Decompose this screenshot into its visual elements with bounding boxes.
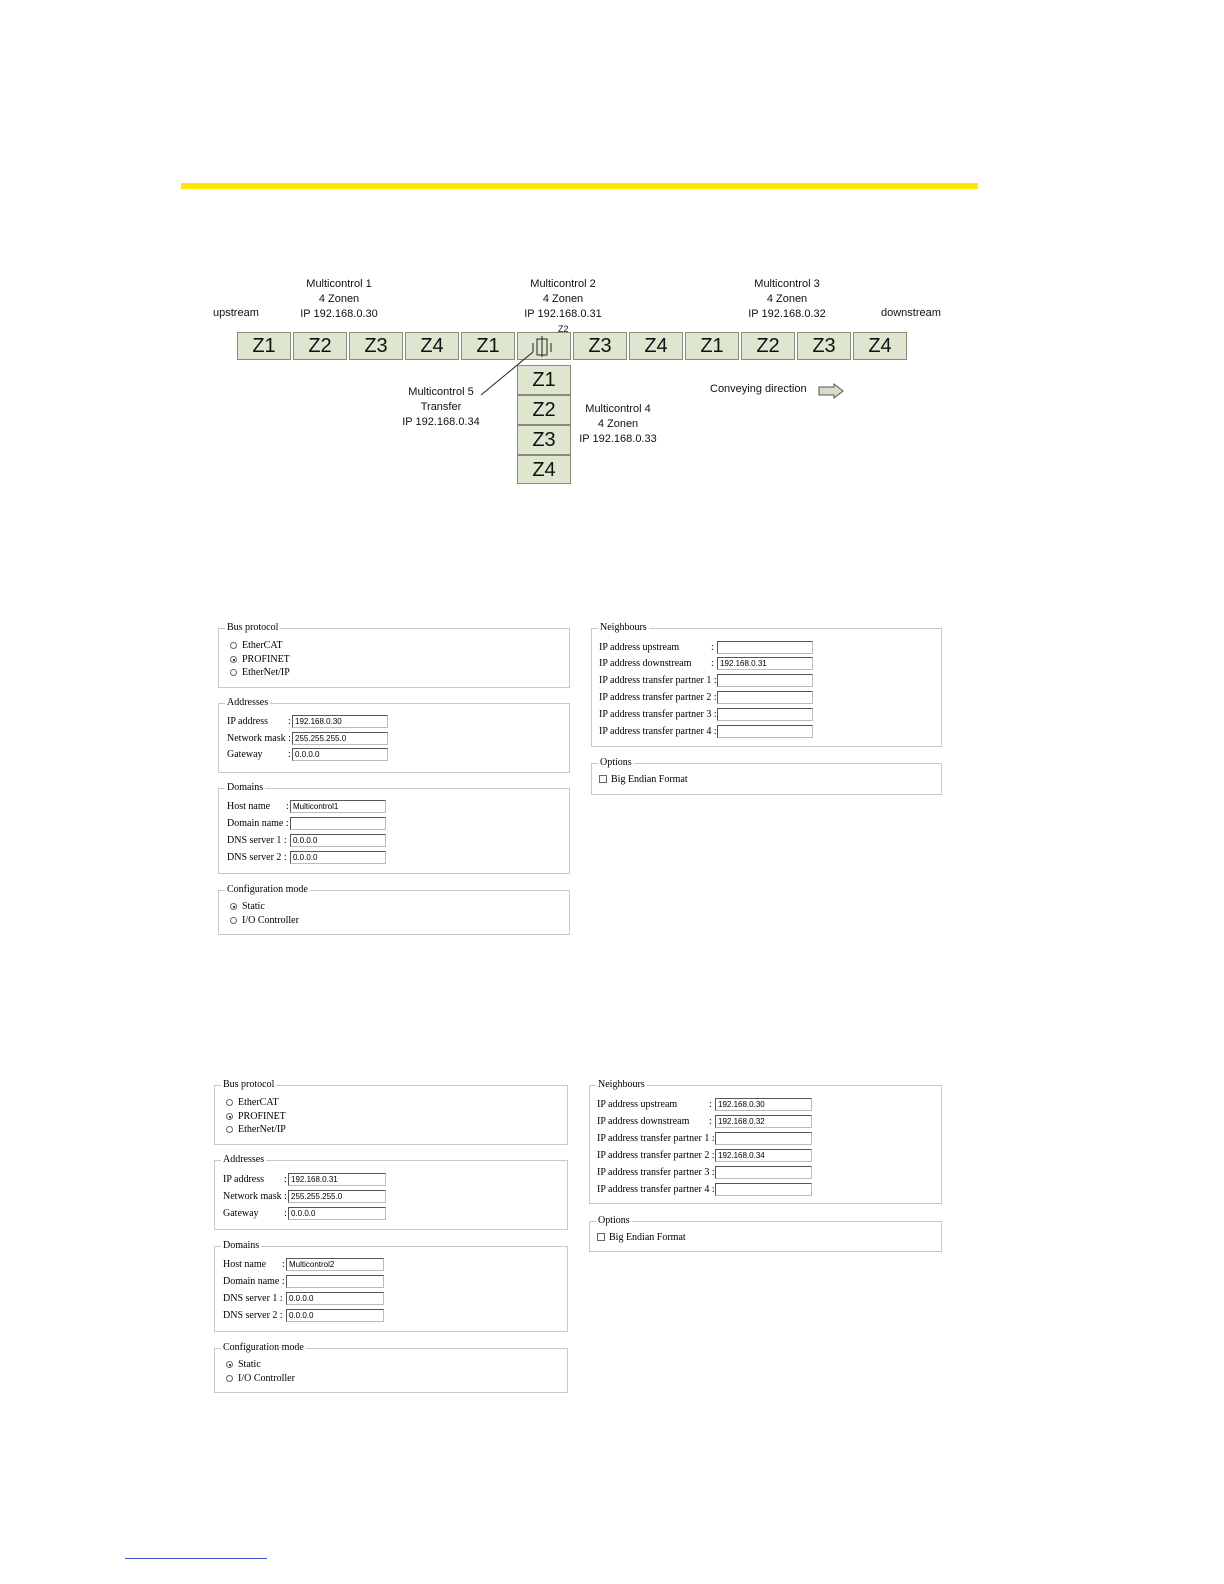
dns-server-1-label: DNS server 1 : [223, 1293, 283, 1304]
radio-io-controller-label: I/O Controller [238, 1373, 295, 1384]
domains-panel: Domains Host name : Multicontrol2 Domain name : DNS server 1 : 0.0.0.0 DNS server 2 : 0.0.0.0 [214, 1246, 568, 1332]
mc5-ip: IP 192.168.0.34 [402, 416, 480, 428]
network-mask-field[interactable]: 255.255.255.0 [292, 732, 388, 745]
bus-protocol-legend: Bus protocol [227, 622, 279, 633]
configuration-mode-legend: Configuration mode [227, 884, 308, 895]
transfer-partner-4-field[interactable] [717, 725, 813, 738]
options-legend: Options [600, 757, 632, 768]
radio-ethercat-label: EtherCAT [238, 1097, 279, 1108]
options-panel [591, 757, 942, 795]
radio-io-controller-dot[interactable] [230, 917, 237, 924]
domain-name-field[interactable] [286, 1275, 384, 1288]
transfer-partner-3-label: IP address transfer partner 3 : [597, 1167, 715, 1178]
mc5-leader-line [478, 350, 538, 400]
domains-legend: Domains [227, 782, 264, 793]
options-panel [589, 1215, 942, 1252]
downstream-field[interactable]: 192.168.0.32 [715, 1115, 812, 1128]
domains-panel: Domains Host name : Multicontrol1 Domain name : DNS server 1 : 0.0.0.0 DNS server 2 : 0.0.0.0 [218, 788, 570, 874]
mc3-ip: IP 192.168.0.32 [748, 308, 826, 320]
radio-ethercat-dot[interactable] [230, 642, 237, 649]
upstream-field[interactable]: 192.168.0.30 [715, 1098, 812, 1111]
zone-mc1-z1: Z1 [237, 332, 291, 360]
transfer-zone-label: Z2 [558, 324, 569, 334]
zone-mc2-z1: Z1 [461, 332, 515, 360]
downstream-field[interactable]: 192.168.0.31 [717, 657, 813, 670]
dns-server-1-field[interactable]: 0.0.0.0 [290, 834, 386, 847]
neighbours-legend: Neighbours [600, 622, 647, 633]
zone-mc4-z2: Z2 [517, 395, 571, 425]
mc1-name: Multicontrol 1 [306, 278, 372, 290]
addresses-legend: Addresses [227, 697, 269, 708]
mc1-ip: IP 192.168.0.30 [300, 308, 378, 320]
radio-static-dot[interactable] [226, 1361, 233, 1368]
transfer-partner-1-field[interactable] [717, 674, 813, 687]
network-mask-field[interactable]: 255.255.255.0 [288, 1190, 386, 1203]
radio-profinet-label: PROFINET [238, 1111, 286, 1122]
mc3-label [737, 277, 837, 322]
transfer-partner-1-field[interactable] [715, 1132, 812, 1145]
addresses-legend: Addresses [223, 1154, 265, 1165]
addresses-panel: Addresses IP address : 192.168.0.31 Network mask : 255.255.255.0 Gateway : 0.0.0.0 [214, 1160, 568, 1230]
domains-legend: Domains [223, 1240, 260, 1251]
network-mask-label: Network mask : [227, 733, 291, 744]
radio-ethernetip-dot[interactable] [230, 669, 237, 676]
transfer-partner-2-label: IP address transfer partner 2 : [599, 692, 717, 703]
radio-ethercat-label: EtherCAT [242, 640, 283, 651]
transfer-partner-4-label: IP address transfer partner 4 : [597, 1184, 715, 1195]
mc5-label [395, 385, 487, 430]
conveying-direction-label: Conveying direction [710, 383, 807, 395]
right-arrow-icon [818, 383, 844, 399]
transfer-partner-2-field[interactable]: 192.168.0.34 [715, 1149, 812, 1162]
bus-protocol-panel [218, 622, 570, 688]
transfer-partner-3-field[interactable] [715, 1166, 812, 1179]
addresses-panel: Addresses IP address : 192.168.0.30 Network mask : 255.255.255.0 Gateway : 0.0.0.0 [218, 703, 570, 773]
dns-server-1-label: DNS server 1 : [227, 835, 287, 846]
transfer-partner-3-label: IP address transfer partner 3 : [599, 709, 717, 720]
options-legend: Options [598, 1215, 630, 1226]
mc2-ip: IP 192.168.0.31 [524, 308, 602, 320]
host-name-field[interactable]: Multicontrol2 [286, 1258, 384, 1271]
host-name-field[interactable]: Multicontrol1 [290, 800, 386, 813]
ip-address-field[interactable]: 192.168.0.30 [292, 715, 388, 728]
transfer-partner-2-label: IP address transfer partner 2 : [597, 1150, 715, 1161]
domain-name-label: Domain name : [223, 1276, 285, 1287]
zone-mc1-z2: Z2 [293, 332, 347, 360]
upstream-field[interactable] [717, 641, 813, 654]
conveyor-diagram [0, 0, 1224, 520]
mc5-name: Multicontrol 5 [408, 386, 474, 398]
neighbours-panel: Neighbours IP address upstream : 192.168.0.30 IP address downstream : 192.168.0.32 IP address transfer partner 1 : IP address transfer partner 2 : 192.168.0.34 IP address transfer partner 3 : IP address transfer partner 4 : [589, 1085, 942, 1204]
radio-profinet-dot[interactable] [230, 656, 237, 663]
network-mask-label: Network mask : [223, 1191, 287, 1202]
big-endian-label: Big Endian Format [609, 1232, 686, 1243]
radio-profinet-dot[interactable] [226, 1113, 233, 1120]
mc3-name: Multicontrol 3 [754, 278, 820, 290]
radio-static-dot[interactable] [230, 903, 237, 910]
ip-address-field[interactable]: 192.168.0.31 [288, 1173, 386, 1186]
transfer-partner-2-field[interactable] [717, 691, 813, 704]
radio-ethernetip-label: EtherNet/IP [242, 667, 290, 678]
gateway-field[interactable]: 0.0.0.0 [292, 748, 388, 761]
radio-io-controller-dot[interactable] [226, 1375, 233, 1382]
radio-static-label: Static [238, 1359, 261, 1370]
mc4-label [568, 402, 668, 447]
zone-mc4-z3: Z3 [517, 425, 571, 455]
mc1-label [289, 277, 389, 322]
big-endian-checkbox-box[interactable] [597, 1233, 605, 1241]
neighbours-legend: Neighbours [598, 1079, 645, 1090]
transfer-partner-3-field[interactable] [717, 708, 813, 721]
bus-protocol-legend: Bus protocol [223, 1079, 275, 1090]
mc2-label [513, 277, 613, 322]
gateway-field[interactable]: 0.0.0.0 [288, 1207, 386, 1220]
downstream-label: downstream [881, 307, 941, 319]
zone-mc1-z3: Z3 [349, 332, 403, 360]
transfer-partner-4-label: IP address transfer partner 4 : [599, 726, 717, 737]
zone-mc4-z4: Z4 [517, 455, 571, 484]
zone-mc2-z4: Z4 [629, 332, 683, 360]
neighbours-panel: Neighbours IP address upstream : IP address downstream : 192.168.0.31 IP address transfer partner 1 : IP address transfer partner 2 : IP address transfer partner 3 : IP address transfer partner 4 : [591, 628, 942, 747]
domain-name-field[interactable] [290, 817, 386, 830]
radio-ethernetip-label: EtherNet/IP [238, 1124, 286, 1135]
bus-protocol-panel [214, 1079, 568, 1145]
zone-mc3-z3: Z3 [797, 332, 851, 360]
mc4-zones: 4 Zonen [597, 418, 639, 430]
dns-server-2-field[interactable]: 0.0.0.0 [290, 851, 386, 864]
transfer-partner-1-label: IP address transfer partner 1 : [599, 675, 717, 686]
transfer-partner-1-label: IP address transfer partner 1 : [597, 1133, 715, 1144]
dns-server-2-field[interactable]: 0.0.0.0 [286, 1309, 384, 1322]
mc4-ip: IP 192.168.0.33 [579, 433, 657, 445]
radio-io-controller-label: I/O Controller [242, 915, 299, 926]
dns-server-1-field[interactable]: 0.0.0.0 [286, 1292, 384, 1305]
radio-ethernetip-dot[interactable] [226, 1126, 233, 1133]
zone-mc3-z4: Z4 [853, 332, 907, 360]
zone-mc3-z1: Z1 [685, 332, 739, 360]
radio-ethercat-dot[interactable] [226, 1099, 233, 1106]
zone-mc3-z2: Z2 [741, 332, 795, 360]
big-endian-label: Big Endian Format [611, 774, 688, 785]
domain-name-label: Domain name : [227, 818, 289, 829]
mc1-zones: 4 Zonen [318, 293, 360, 305]
mc4-name: Multicontrol 4 [585, 403, 651, 415]
upstream-label: upstream [213, 307, 259, 319]
configuration-mode-panel [218, 884, 570, 935]
footnote-rule [125, 1558, 267, 1559]
transfer-partner-4-field[interactable] [715, 1183, 812, 1196]
zone-mc2-z3: Z3 [573, 332, 627, 360]
mc2-name: Multicontrol 2 [530, 278, 596, 290]
configuration-mode-legend: Configuration mode [223, 1342, 304, 1353]
mc3-zones: 4 Zonen [766, 293, 808, 305]
zone-mc4-z1: Z1 [517, 365, 571, 395]
radio-static-label: Static [242, 901, 265, 912]
big-endian-checkbox-box[interactable] [599, 775, 607, 783]
mc2-zones: 4 Zonen [542, 293, 584, 305]
configuration-mode-panel [214, 1342, 568, 1393]
radio-profinet-label: PROFINET [242, 654, 290, 665]
mc5-role: Transfer [420, 401, 462, 413]
zone-mc1-z4: Z4 [405, 332, 459, 360]
dns-server-2-label: DNS server 2 : [227, 852, 287, 863]
dns-server-2-label: DNS server 2 : [223, 1310, 283, 1321]
